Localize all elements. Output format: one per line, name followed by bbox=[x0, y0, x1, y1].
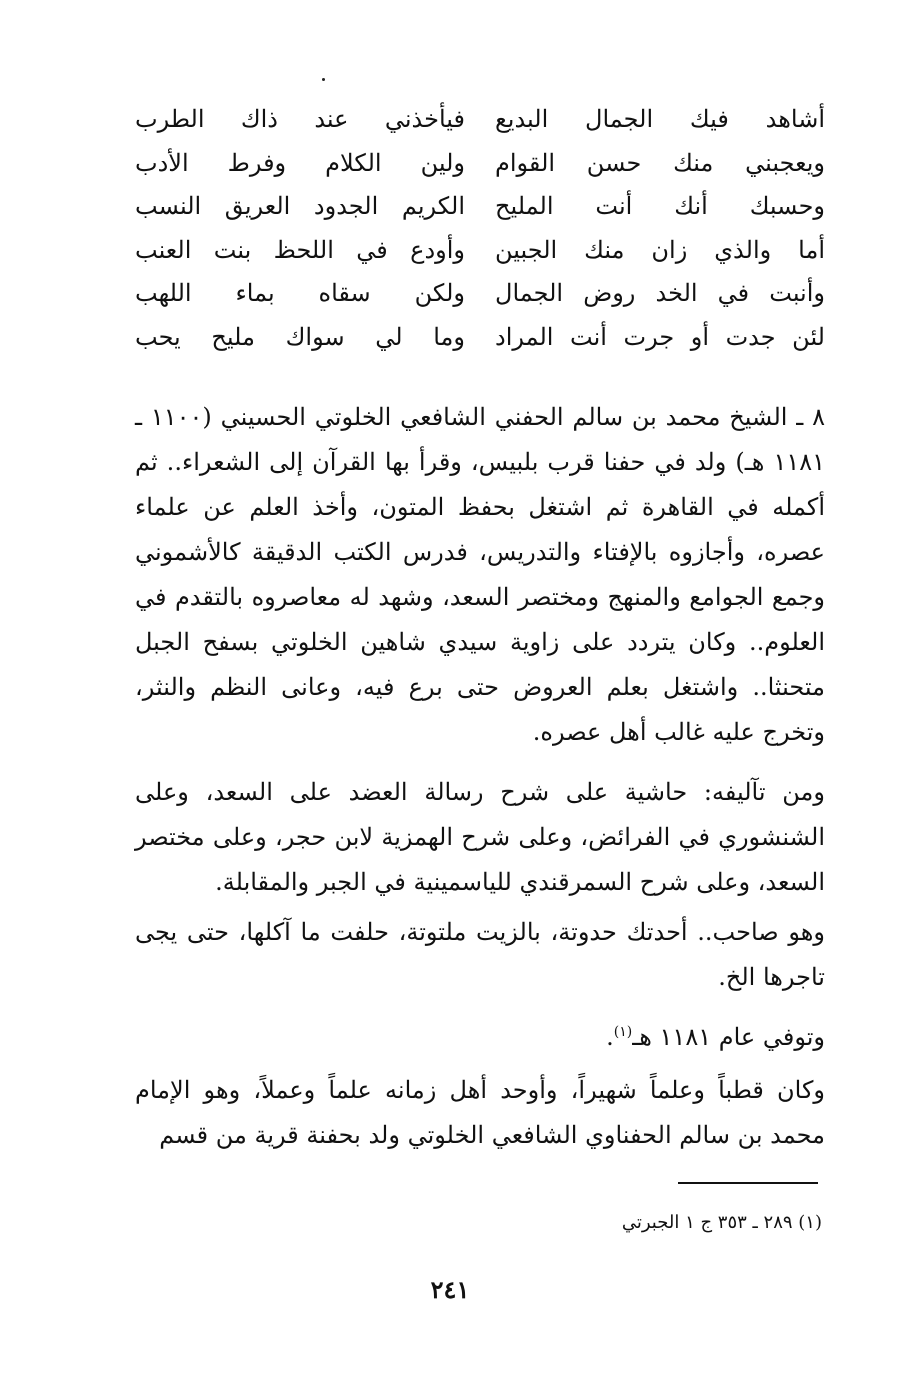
verse-second-hemistich: وأودع في اللحظ بنت العنب bbox=[135, 235, 465, 264]
death-paragraph: وتوفي عام ١١٨١ هـ$^{(١)}$. bbox=[606, 1023, 825, 1051]
verse-first-hemistich: ويعجبني منك حسن القوام bbox=[495, 148, 825, 177]
verse-first-hemistich: أشاهد فيك الجمال البديع bbox=[495, 105, 825, 133]
verse-first-hemistich: وحسبك أنك أنت المليح bbox=[495, 192, 825, 220]
poem-verse bbox=[135, 316, 825, 360]
footnote-ref: (١) bbox=[613, 1024, 633, 1040]
footnote-separator bbox=[678, 1182, 818, 1184]
page-number: ٢٤١ bbox=[430, 1275, 470, 1304]
verse-first-hemistich: وأنبت في الخد روض الجمال bbox=[495, 279, 825, 307]
verse-second-hemistich: وما لي سواك مليح يحب bbox=[135, 322, 465, 351]
ink-speck bbox=[322, 78, 325, 81]
poem-verse bbox=[135, 229, 825, 273]
closing-paragraph: وكان قطباً وعلماً شهيراً، وأوحد أهل زمانه علماً وعملاً، وهو الإمام محمد بن سالم الحفناوي الشافعي الخلوتي ولد بحفنة قرية من قسم bbox=[135, 1076, 825, 1149]
poem bbox=[135, 98, 825, 359]
works-paragraph: ومن تآليفه: حاشية على شرح رسالة العضد على السعد، وعلى الشنشوري في الفرائض، وعلى شرح الهمزية لابن حجر، وعلى مختصر السعد، وعلى شرح السمرقندي للياسمينية في الجبر والمقابلة. bbox=[135, 778, 825, 896]
verse-second-hemistich: الكريم الجدود العريق النسب bbox=[135, 192, 465, 220]
verse-second-hemistich: ولكن سقاه بماء اللهب bbox=[135, 279, 465, 307]
poem-verse bbox=[135, 142, 825, 186]
death-text: وتوفي عام ١١٨١ هـ bbox=[632, 1023, 825, 1051]
saying-paragraph: وهو صاحب.. أحدتك حدوتة، بالزيت ملتوتة، حلفت ما آكلها، حتى يجى تاجرها الخ. bbox=[135, 918, 825, 991]
verse-first-hemistich: أما والذي زان منك الجبين bbox=[495, 235, 825, 264]
verse-first-hemistich: لئن جدت أو جرت أنت المراد bbox=[495, 322, 825, 351]
footnote: (١) ٢٨٩ ـ ٣٥٣ ج ١ الجبرتي bbox=[621, 1212, 822, 1233]
verse-second-hemistich: فيأخذني عند ذاك الطرب bbox=[135, 105, 465, 133]
poem-verse bbox=[135, 272, 825, 316]
biography-paragraph: ٨ ـ الشيخ محمد بن سالم الحفني الشافعي الخلوتي الحسيني (١١٠٠ ـ ١١٨١ هـ) ولد في حفنا قرب بلبيس، وقرأ بها القرآن إلى الشعراء.. ثم أكمله في القاهرة ثم اشتغل بحفظ المتون، وأخذ العلم عن علماء عصره، وأجازوه بالإفتاء والتدريس، فدرس الكتب الدقيقة كالأشموني وجمع الجوامع والمنهج ومختصر السعد، وشهد له معاصروه بالتقدم في العلوم.. وكان يتردد على زاوية سيدي شاهين الخلوتي بسفح الجبل متحنثا.. واشتغل بعلم العروض حتى برع فيه، وعانى النظم والنثر، وتخرج عليه غالب أهل عصره. bbox=[135, 403, 825, 746]
poem-verse bbox=[135, 98, 825, 142]
poem-verse bbox=[135, 185, 825, 229]
verse-second-hemistich: ولين الكلام وفرط الأدب bbox=[135, 148, 465, 177]
